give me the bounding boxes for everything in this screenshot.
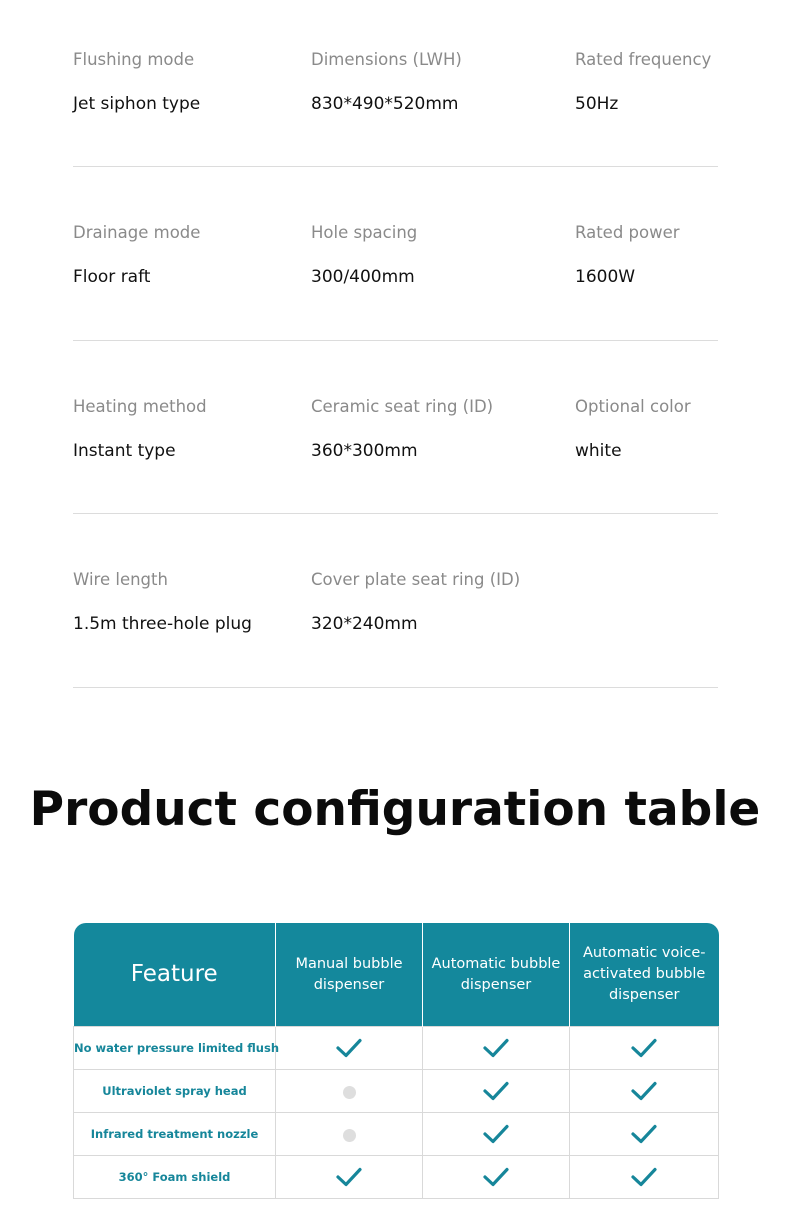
spec-value: white <box>575 440 622 461</box>
feature-name: 360° Foam shield <box>74 1156 276 1199</box>
spec-cell <box>311 570 520 634</box>
check-icon <box>631 1038 657 1058</box>
spec-cell <box>575 397 691 461</box>
check-icon <box>483 1038 509 1058</box>
table-row <box>74 1156 719 1199</box>
spec-row <box>73 167 718 341</box>
spec-cell <box>311 397 493 461</box>
check-icon <box>631 1167 657 1187</box>
spec-value: Floor raft <box>73 267 151 287</box>
dot-icon <box>343 1129 356 1142</box>
feature-cell <box>570 1070 719 1113</box>
header-voice-bubble: Automatic voice-activated bubble dispenser <box>570 923 719 1027</box>
spec-value: 830*490*520mm <box>311 94 459 114</box>
feature-name: No water pressure limited flush <box>74 1027 276 1070</box>
feature-cell <box>276 1113 423 1156</box>
check-icon <box>336 1038 362 1058</box>
table-row <box>74 1027 719 1070</box>
header-automatic-bubble: Automatic bubble dispenser <box>423 923 570 1027</box>
feature-name: Ultraviolet spray head <box>74 1070 276 1113</box>
spec-label: Wire length <box>73 570 168 589</box>
spec-label: Dimensions (LWH) <box>311 50 462 69</box>
check-icon <box>483 1167 509 1187</box>
spec-value: 50Hz <box>575 94 619 114</box>
spec-label: Ceramic seat ring (ID) <box>311 396 494 416</box>
check-icon <box>631 1124 657 1144</box>
spec-value: 1.5m three-hole plug <box>73 614 252 634</box>
spec-label: Rated frequency <box>575 50 712 69</box>
feature-cell <box>423 1070 570 1113</box>
spec-label: Rated power <box>575 223 680 242</box>
spec-value: 1600W <box>575 267 636 287</box>
spec-cell <box>311 223 417 287</box>
spec-value: 320*240mm <box>311 614 418 634</box>
feature-name: Infrared treatment nozzle <box>74 1113 276 1156</box>
feature-cell <box>570 1027 719 1070</box>
check-icon <box>336 1167 362 1187</box>
spec-value: Instant type <box>73 440 176 461</box>
spec-value: Jet siphon type <box>73 94 201 114</box>
spec-label: Hole spacing <box>311 223 418 242</box>
config-header-row <box>74 923 719 1027</box>
header-feature: Feature <box>74 923 276 1027</box>
spec-list <box>73 0 718 688</box>
header-manual-bubble: Manual bubble dispenser <box>276 923 423 1027</box>
check-icon <box>483 1081 509 1101</box>
spec-cell <box>575 50 711 114</box>
spec-value: 300/400mm <box>311 267 415 287</box>
spec-row <box>73 0 718 167</box>
spec-cell <box>311 50 462 114</box>
feature-cell <box>423 1027 570 1070</box>
feature-cell <box>276 1156 423 1199</box>
spec-cell <box>73 50 200 114</box>
spec-cell <box>575 223 680 287</box>
feature-cell <box>423 1113 570 1156</box>
spec-cell <box>73 397 207 461</box>
spec-cell <box>73 223 200 287</box>
spec-label: Optional color <box>575 396 691 416</box>
config-table-body <box>74 1027 719 1199</box>
feature-cell <box>276 1070 423 1113</box>
spec-value: 360*300mm <box>311 440 418 461</box>
feature-cell <box>570 1113 719 1156</box>
spec-row <box>73 341 718 515</box>
spec-label: Heating method <box>73 396 207 416</box>
feature-cell <box>423 1156 570 1199</box>
table-row <box>74 1113 719 1156</box>
config-table-title: Product configuration table <box>29 782 761 837</box>
config-table <box>73 923 719 1199</box>
table-row <box>74 1070 719 1113</box>
spec-label: Drainage mode <box>73 223 201 242</box>
feature-cell <box>276 1027 423 1070</box>
spec-label: Flushing mode <box>73 50 195 69</box>
check-icon <box>483 1124 509 1144</box>
spec-cell <box>73 570 252 634</box>
spec-row <box>73 514 718 688</box>
check-icon <box>631 1081 657 1101</box>
feature-cell <box>570 1156 719 1199</box>
dot-icon <box>343 1086 356 1099</box>
spec-label: Cover plate seat ring (ID) <box>311 570 521 589</box>
